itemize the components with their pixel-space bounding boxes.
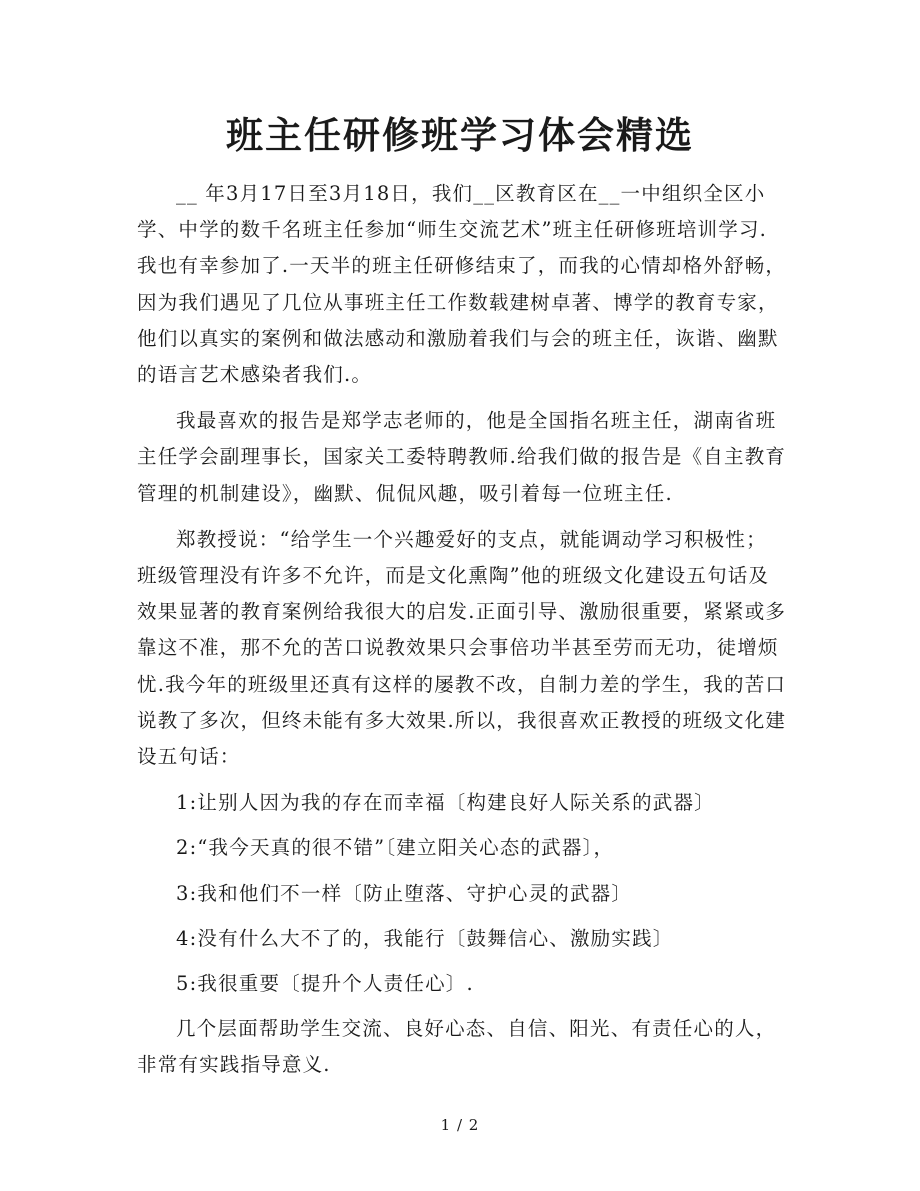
list-item-3: 3:我和他们不一样〔防止堕落、守护心灵的武器〕 (176, 881, 633, 905)
list-item-5: 5:我很重要〔提升个人责任心〕. (176, 972, 474, 996)
paragraph-quote: 郑教授说：“给学生一个兴趣爱好的支点，就能调动学习积极性；班级管理没有许多不允许，而是文化熏陶”他的班级文化建设五句话及效果显著的教育案例给我很大的启发.正面引导、激励很重要，紧紧或多靠这不准，那不允的苦口说教效果只会事倍功半甚至劳而无功，徒增烦忧.我今年的班级里还真有这样的屡教不改，自制力差的学生，我的苦口说教了多次，但终未能有多大效果.所以，我很喜欢正教授的班级文化建设五句话： (137, 527, 787, 769)
page-number: 1 / 2 (440, 1116, 480, 1134)
list-item-1: 1:让别人因为我的存在而幸福〔构建良好人际关系的武器〕 (176, 791, 715, 815)
paragraph-intro: __ 年3月17日至3月18日，我们__区教育区在__一中组织全区小学、中学的数千名班主任参加“师生交流艺术”班主任研修班培训学习.我也有幸参加了.一天半的班主任研修结束了，而我的心情却格外舒畅，因为我们遇见了几位从事班主任工作数载建树卓著、博学的教育专家，他们以真实的案例和做法感动和激励着我们与会的班主任，诙谐、幽默的语言艺术感染者我们.。 (137, 182, 787, 387)
document-title: 班主任研修班学习体会精选 (226, 114, 694, 157)
document-body (137, 176, 787, 1094)
paragraph-closing: 几个层面帮助学生交流、良好心态、自信、阳光、有责任心的人，非常有实践指导意义. (137, 1017, 777, 1077)
paragraph-report: 我最喜欢的报告是郑学志老师的，他是全国指名班主任，湖南省班主任学会副理事长，国家关工委特聘教师.给我们做的报告是《自主教育管理的机制建设》，幽默、侃侃风趣，吸引着每一位班主任. (137, 409, 787, 505)
list-item-2: 2:“我今天真的很不错”〔建立阳关心态的武器〕， (176, 836, 615, 860)
list-item-4: 4:没有什么大不了的，我能行〔鼓舞信心、激励实践〕 (176, 926, 674, 950)
